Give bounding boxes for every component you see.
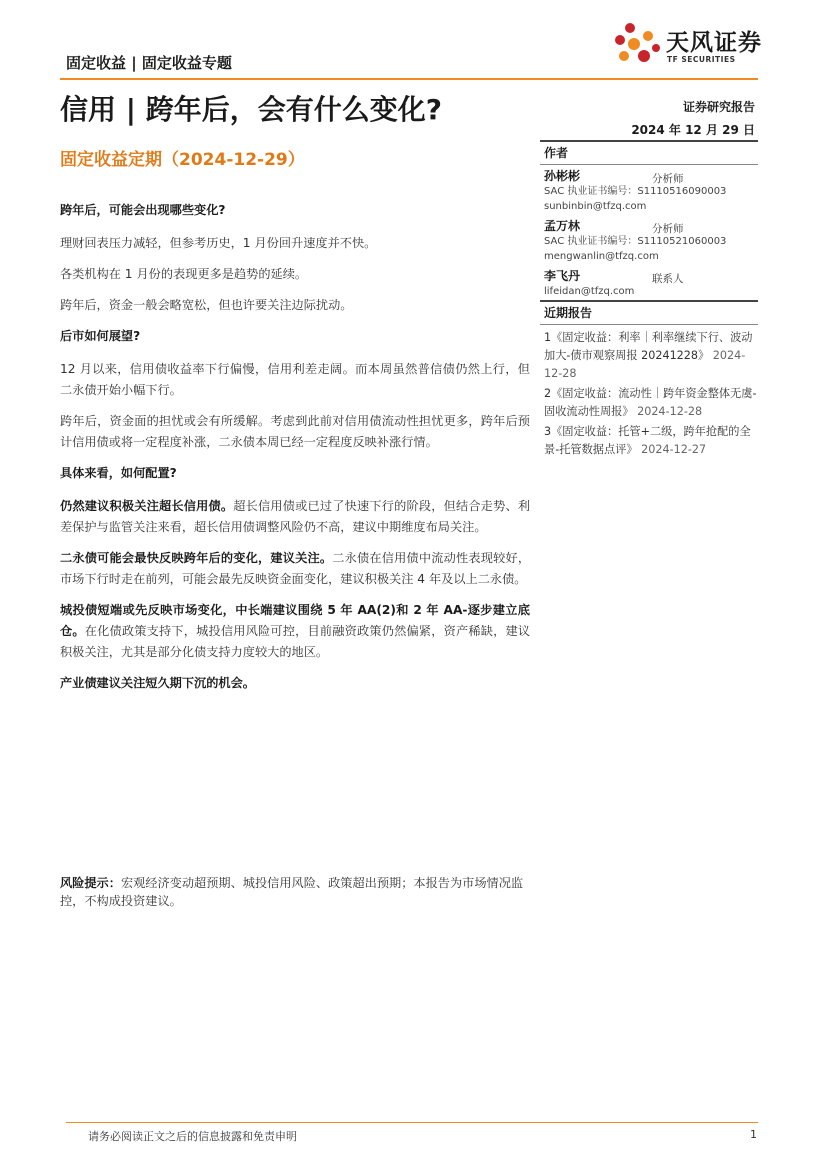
paragraph-lead: 产业债建议关注短久期下沉的机会。 [60, 676, 255, 690]
paragraph-body: 在化债政策支持下，城投信用风险可控，目前融资政策仍然偏紧，资产稀缺，建议积极关注，尤其是部分化债支持力度较大的地区。 [60, 624, 531, 659]
paragraph: 12 月以来，信用债收益率下行偏慢，信用利差走阔。而本周虽然普信债仍然上行，但二永债开始小幅下行。 [60, 362, 530, 397]
paragraph: 理财回表压力减轻，但参考历史，1 月份回升速度并不快。 [60, 236, 377, 250]
author-item [540, 269, 758, 301]
recent-title: 3《固定收益：托管+二级，跨年抢配的全景-托管数据点评》 [544, 425, 751, 456]
recent-heading: 近期报告 [540, 300, 758, 325]
paragraph-lead: 二永债可能会最快反映跨年后的变化，建议关注。 [60, 551, 333, 565]
author-panel [540, 140, 758, 301]
report-category: 固定收益 | 固定收益专题 [66, 54, 232, 72]
recent-list [540, 329, 758, 459]
author-cert: SAC 执业证书编号：S1110521060003 [544, 236, 727, 247]
recent-title: 2《固定收益：流动性｜跨年资金整体无虞-固收流动性周报》 [544, 387, 757, 418]
paragraph: 跨年后，资金一般会略宽松，但也许要关注边际扰动。 [60, 298, 353, 312]
author-role: 分析师 [652, 173, 684, 185]
paragraph [60, 673, 530, 694]
page-subtitle: 固定收益定期（2024-12-29） [60, 150, 305, 170]
logo-text-en: TF SECURITIES [667, 55, 736, 64]
report-date: 2024 年 12 月 29 日 [631, 123, 755, 137]
paragraph: 各类机构在 1 月份的表现更多是趋势的延续。 [60, 267, 308, 281]
risk-label: 风险提示： [60, 876, 121, 890]
author-heading: 作者 [540, 140, 758, 165]
section-heading: 跨年后，可能会出现哪些变化? [60, 203, 226, 217]
logo-mark-icon [610, 20, 664, 72]
risk-notice [60, 874, 530, 910]
author-name: 孟万林 [544, 219, 581, 233]
paragraph-lead: 城投债短端或先反映市场变化，中长端建议围绕 5 年 AA(2)和 2 年 AA-逐步建立底仓。 [60, 603, 530, 638]
paragraph [60, 600, 530, 663]
page-title: 信用 | 跨年后，会有什么变化? [60, 93, 442, 126]
header-rule [60, 78, 758, 80]
author-item [540, 169, 758, 215]
paragraph [60, 496, 530, 538]
paragraph-lead: 仍然建议积极关注超长信用债。 [60, 499, 234, 513]
author-role: 联系人 [652, 273, 684, 285]
recent-reports [540, 300, 758, 461]
company-logo [610, 20, 760, 72]
recent-date: 2024-12-28 [544, 349, 746, 380]
author-email[interactable]: lifeidan@tfzq.com [544, 286, 635, 297]
paragraph: 跨年后，资金面的担忧或会有所缓解。考虑到此前对信用债流动性担忧更多，跨年后预计信用债或将一定程度补涨，二永债本周已经一定程度反映补涨行情。 [60, 414, 530, 449]
author-name: 孙彬彬 [544, 169, 581, 183]
page-number: 1 [750, 1128, 757, 1141]
section-heading: 具体来看，如何配置? [60, 466, 177, 480]
author-role: 分析师 [652, 223, 684, 235]
recent-item[interactable] [544, 423, 758, 459]
author-item [540, 219, 758, 265]
footer-rule [66, 1122, 758, 1123]
paragraph [60, 548, 530, 590]
recent-item[interactable] [544, 329, 758, 383]
section-heading: 后市如何展望? [60, 329, 141, 343]
report-type: 证券研究报告 [682, 100, 755, 114]
footer-disclaimer: 请务必阅读正文之后的信息披露和免责申明 [88, 1130, 297, 1143]
logo-text-cn: 天风证券 [666, 30, 762, 56]
paragraph-body: 二永债在信用债中流动性表现较好，市场下行时走在前列，可能会最先反映资金面变化，建议积极关注 4 年及以上二永债。 [60, 551, 531, 586]
author-cert: SAC 执业证书编号：S1110516090003 [544, 186, 727, 197]
risk-text: 宏观经济变动超预期、城投信用风险、政策超出预期；本报告为市场情况监控，不构成投资建议。 [60, 876, 524, 908]
recent-date: 2024-12-27 [641, 443, 707, 456]
recent-item[interactable] [544, 385, 758, 421]
main-content [60, 200, 530, 704]
recent-date: 2024-12-28 [637, 405, 703, 418]
author-email[interactable]: mengwanlin@tfzq.com [544, 251, 659, 262]
author-name: 李飞丹 [544, 269, 581, 283]
author-email[interactable]: sunbinbin@tfzq.com [544, 201, 647, 212]
paragraph-body: 超长信用债或已过了快速下行的阶段，但结合走势、利差保护与监管关注来看，超长信用债调整风险仍不高，建议中期维度布局关注。 [60, 499, 531, 534]
recent-title: 1《固定收益：利率｜利率继续下行、波动加大-债市观察周报 20241228》 [544, 331, 753, 362]
